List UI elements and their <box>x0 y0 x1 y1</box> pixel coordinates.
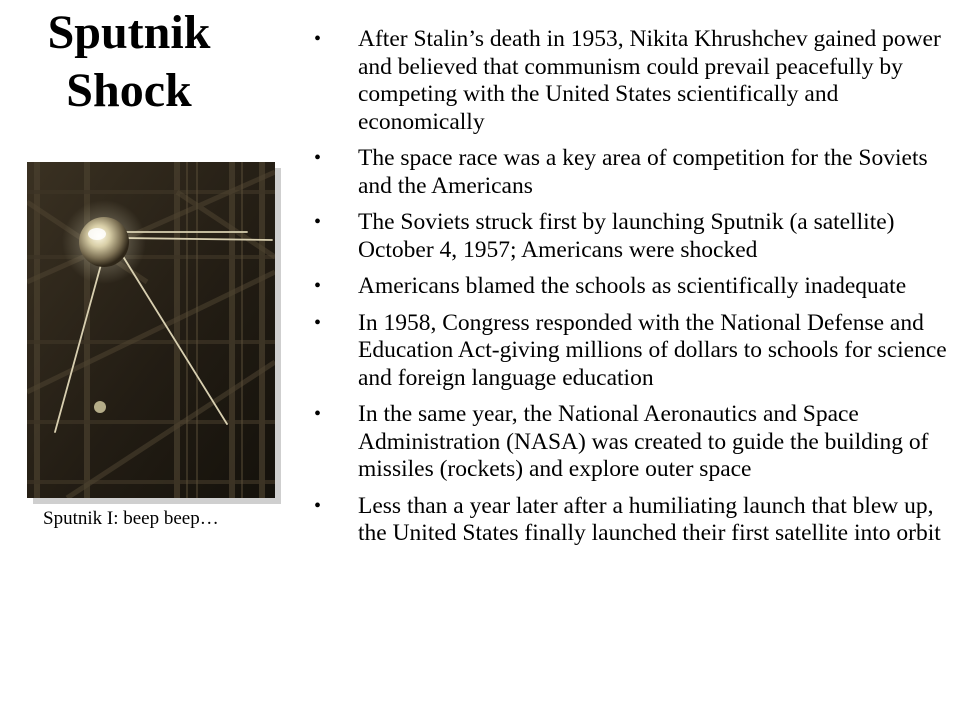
bullet-text: After Stalin’s death in 1953, Nikita Khrushchev gained power and believed that communism could prevail peacefully by competing with the United States scientifically and economically <box>358 26 941 135</box>
slide-title-line-2: Shock <box>66 64 192 117</box>
bullet-text: Less than a year later after a humiliating launch that blew up, the United States finally launched their first satellite into orbit <box>358 492 941 546</box>
bullet-text: The space race was a key area of competition for the Soviets and the Americans <box>358 145 928 199</box>
bullet-icon: • <box>314 275 322 297</box>
sputnik-photo <box>27 162 275 498</box>
slide-title-line-1: Sputnik <box>47 6 211 59</box>
bullet-icon: • <box>314 403 322 425</box>
bullet-text: The Soviets struck first by launching Sputnik (a satellite) October 4, 1957; Americans were shocked <box>358 209 895 263</box>
photo-caption: Sputnik I: beep beep… <box>43 508 219 529</box>
bullet-text: In 1958, Congress responded with the National Defense and Education Act-giving millions of dollars to schools for science and foreign language education <box>358 309 947 391</box>
bullet-item <box>314 493 954 548</box>
bullet-item <box>314 310 954 393</box>
bullet-list <box>314 26 954 557</box>
bullet-icon: • <box>314 211 322 233</box>
bullet-icon: • <box>314 28 322 50</box>
bullet-item <box>314 273 954 301</box>
bullet-icon: • <box>314 494 322 517</box>
bullet-text: In the same year, the National Aeronautics and Space Administration (NASA) was created to guide the building of missiles (rockets) and explore outer space <box>358 401 929 482</box>
sputnik-photo-illustration <box>27 162 275 498</box>
bullet-text: Americans blamed the schools as scientifically inadequate <box>358 273 907 299</box>
bullet-item <box>314 26 954 136</box>
bullet-icon: • <box>314 147 322 169</box>
slide-title <box>14 4 244 120</box>
bullet-item <box>314 401 954 484</box>
bullet-icon: • <box>314 311 322 334</box>
bullet-item <box>314 209 954 264</box>
bullet-item <box>314 145 954 200</box>
